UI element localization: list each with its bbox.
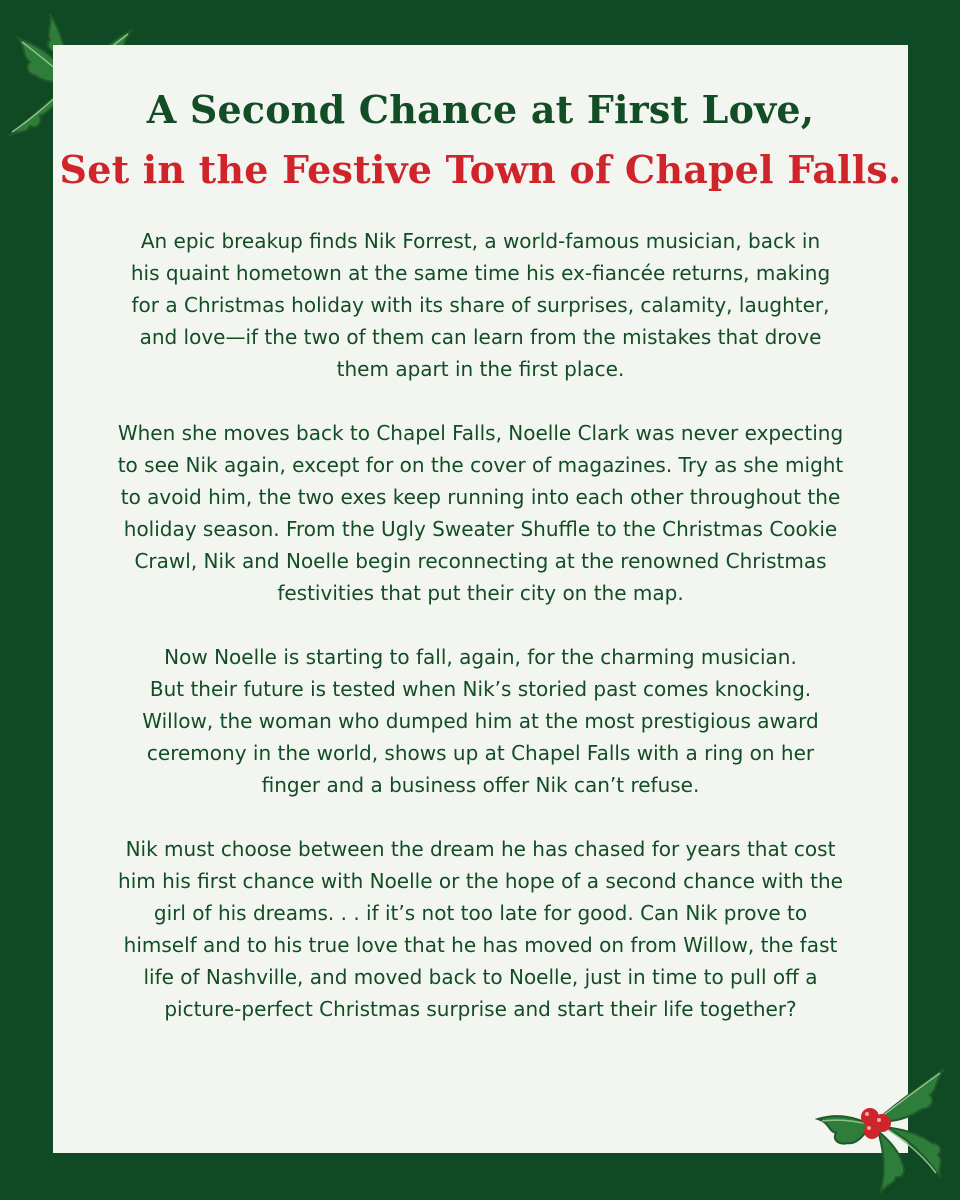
text-line: him his first chance with Noelle or the hope of a second chance with the bbox=[118, 869, 843, 893]
text-line: them apart in the first place. bbox=[336, 357, 625, 381]
content-card bbox=[53, 45, 908, 1153]
text-line: Willow, the woman who dumped him at the most prestigious award bbox=[142, 709, 819, 733]
text-line: But their future is tested when Nik’s storied past comes knocking. bbox=[149, 677, 812, 701]
text-line: life of Nashville, and moved back to Noelle, just in time to pull off a bbox=[143, 965, 818, 989]
paragraph bbox=[93, 225, 868, 385]
holly-icon bbox=[814, 1061, 954, 1196]
headline-line-2: Set in the Festive Town of Chapel Falls. bbox=[59, 147, 902, 192]
text-line: himself and to his true love that he has moved on from Willow, the fast bbox=[123, 933, 838, 957]
text-line: picture-perfect Christmas surprise and start their life together? bbox=[164, 997, 797, 1021]
text-line: to avoid him, the two exes keep running into each other throughout the bbox=[120, 485, 841, 509]
text-line: Now Noelle is starting to fall, again, for the charming musician. bbox=[164, 645, 797, 669]
text-line: festivities that put their city on the map. bbox=[277, 581, 684, 605]
text-line: finger and a business offer Nik can’t refuse. bbox=[261, 773, 700, 797]
text-line: holiday season. From the Ugly Sweater Shuffle to the Christmas Cookie bbox=[123, 517, 838, 541]
text-line: Crawl, Nik and Noelle begin reconnecting at the renowned Christmas bbox=[134, 549, 827, 573]
text-line: When she moves back to Chapel Falls, Noelle Clark was never expecting bbox=[117, 421, 844, 445]
text-line: Nik must choose between the dream he has chased for years that cost bbox=[125, 837, 836, 861]
paragraph bbox=[93, 641, 868, 801]
text-line: his quaint hometown at the same time his ex-fiancée returns, making bbox=[130, 261, 831, 285]
text-line: An epic breakup finds Nik Forrest, a world-famous musician, back in bbox=[140, 229, 821, 253]
synopsis bbox=[93, 225, 868, 1057]
headline-line-1: A Second Chance at First Love, bbox=[146, 87, 815, 132]
paragraph bbox=[93, 833, 868, 1025]
text-line: ceremony in the world, shows up at Chapel Falls with a ring on her bbox=[146, 741, 815, 765]
text-line: to see Nik again, except for on the cover of magazines. Try as she might bbox=[117, 453, 844, 477]
text-line: girl of his dreams. . . if it’s not too late for good. Can Nik prove to bbox=[153, 901, 808, 925]
paragraph bbox=[93, 417, 868, 609]
text-line: and love—if the two of them can learn from the mistakes that drove bbox=[139, 325, 822, 349]
text-line: for a Christmas holiday with its share of surprises, calamity, laughter, bbox=[131, 293, 830, 317]
